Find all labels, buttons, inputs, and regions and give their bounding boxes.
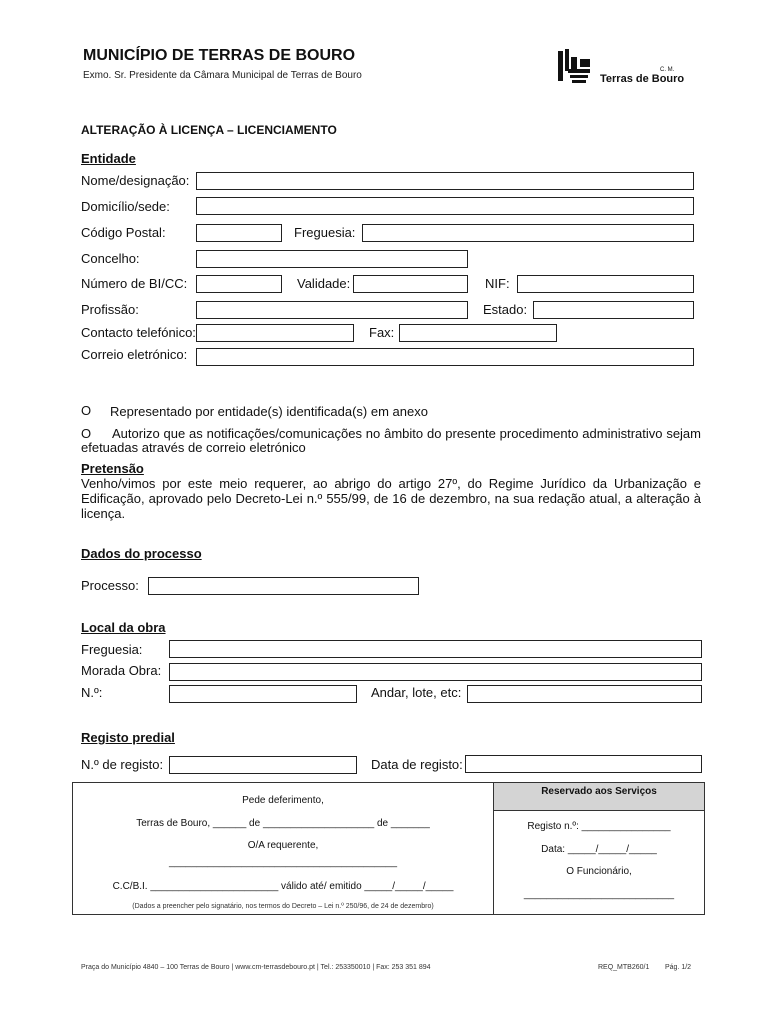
footer-address: Praça do Município 4840 – 100 Terras de Bouro | www.cm-terrasdebouro.pt | Tel.: 253350010 | Fax: 253 351 894	[81, 964, 431, 971]
nome-field[interactable]	[196, 172, 694, 190]
data-registo-field[interactable]	[465, 755, 702, 773]
footer-reference: REQ_MTB260/1	[598, 964, 650, 971]
label-numero: N.º:	[81, 685, 103, 700]
local-freguesia-field[interactable]	[169, 640, 702, 658]
label-processo: Processo:	[81, 578, 139, 593]
requerente-label: O/A requerente,	[247, 840, 319, 851]
reservado-data: Data: _____/_____/_____	[541, 844, 657, 855]
pede-deferimento: Pede deferimento,	[242, 795, 324, 806]
label-nome: Nome/designação:	[81, 173, 190, 188]
numero-registo-field[interactable]	[169, 756, 357, 774]
label-numero-registo: N.º de registo:	[81, 757, 164, 772]
fax-field[interactable]	[399, 324, 557, 342]
section-processo: Dados do processo	[81, 546, 202, 561]
label-profissao: Profissão:	[81, 302, 139, 317]
andar-field[interactable]	[467, 685, 702, 703]
label-codigo-postal: Código Postal:	[81, 225, 166, 240]
estado-field[interactable]	[533, 301, 694, 319]
cc-line[interactable]: C.C/B.I. _______________________ válido até/ emitido _____/_____/_____	[112, 881, 454, 892]
reservado-heading: Reservado aos Serviços	[541, 786, 657, 797]
municipality-logo	[556, 47, 686, 87]
addressee-line: Exmo. Sr. Presidente da Câmara Municipal de Terras de Bouro	[83, 70, 362, 81]
document-title: ALTERAÇÃO À LICENÇA – LICENCIAMENTO	[81, 123, 337, 137]
local-data-line: Terras de Bouro, ______ de ____________________ de _______	[136, 818, 430, 829]
email-field[interactable]	[196, 348, 694, 366]
label-email: Correio eletrónico:	[81, 347, 188, 362]
label-autorizo: Autorizo que as notificações/comunicações no âmbito do presente procedimento administrativo sejam efetuadas através de correio eletrónico	[81, 426, 701, 455]
requerente-signature-line[interactable]: _________________________________________	[168, 857, 398, 868]
reservado-registo: Registo n.º: ________________	[527, 821, 671, 832]
nif-field[interactable]	[517, 275, 694, 293]
logo-emblem-icon	[556, 47, 596, 85]
funcionario-signature-line: ___________________________	[523, 889, 675, 900]
logo-text: Terras de Bouro	[600, 73, 685, 85]
logo-small-text: C. M.	[660, 67, 675, 73]
morada-field[interactable]	[169, 663, 702, 681]
label-morada: Morada Obra:	[81, 663, 162, 678]
domicilio-field[interactable]	[196, 197, 694, 215]
pretensao-text: Venho/vimos por este meio requerer, ao abrigo do artigo 27º, do Regime Jurídico da Urbanização e Edificação, aprovado pelo Decreto-Lei n.º 555/99, de 16 de dezembro, na sua redação atual, a alteração à licença.	[81, 476, 701, 521]
label-local-freguesia: Freguesia:	[81, 642, 143, 657]
processo-field[interactable]	[148, 577, 419, 595]
municipality-title: MUNICÍPIO DE TERRAS DE BOURO	[83, 47, 356, 64]
section-pretensao: Pretensão	[81, 461, 144, 476]
label-domicilio: Domicílio/sede:	[81, 199, 170, 214]
label-bi: Número de BI/CC:	[81, 276, 188, 291]
label-representado: Representado por entidade(s) identificada(s) em anexo	[110, 404, 428, 419]
signature-note: (Dados a preencher pelo signatário, nos termos do Decreto – Lei n.º 250/96, de 24 de dezembro)	[132, 903, 434, 910]
label-andar: Andar, lote, etc:	[371, 685, 462, 700]
contacto-field[interactable]	[196, 324, 354, 342]
section-entidade: Entidade	[81, 151, 136, 166]
numero-field[interactable]	[169, 685, 357, 703]
footer-page-number: Pág. 1/2	[665, 964, 692, 971]
label-contacto: Contacto telefónico:	[81, 325, 196, 340]
label-data-registo: Data de registo:	[371, 757, 463, 772]
label-nif: NIF:	[485, 276, 510, 291]
concelho-field[interactable]	[196, 250, 468, 268]
reservado-funcionario: O Funcionário,	[566, 866, 632, 877]
section-registo-predial: Registo predial	[81, 730, 175, 745]
section-local-obra: Local da obra	[81, 620, 166, 635]
radio-representado[interactable]: O	[81, 403, 92, 418]
signature-table	[72, 782, 705, 915]
freguesia-field[interactable]	[362, 224, 694, 242]
validade-field[interactable]	[353, 275, 468, 293]
label-fax: Fax:	[369, 325, 395, 340]
label-estado: Estado:	[483, 302, 528, 317]
label-concelho: Concelho:	[81, 251, 140, 266]
bi-field[interactable]	[196, 275, 282, 293]
codigo-postal-field[interactable]	[196, 224, 282, 242]
label-freguesia: Freguesia:	[294, 225, 356, 240]
profissao-field[interactable]	[196, 301, 468, 319]
label-validade: Validade:	[297, 276, 351, 291]
radio-autorizo[interactable]: O	[81, 426, 92, 441]
